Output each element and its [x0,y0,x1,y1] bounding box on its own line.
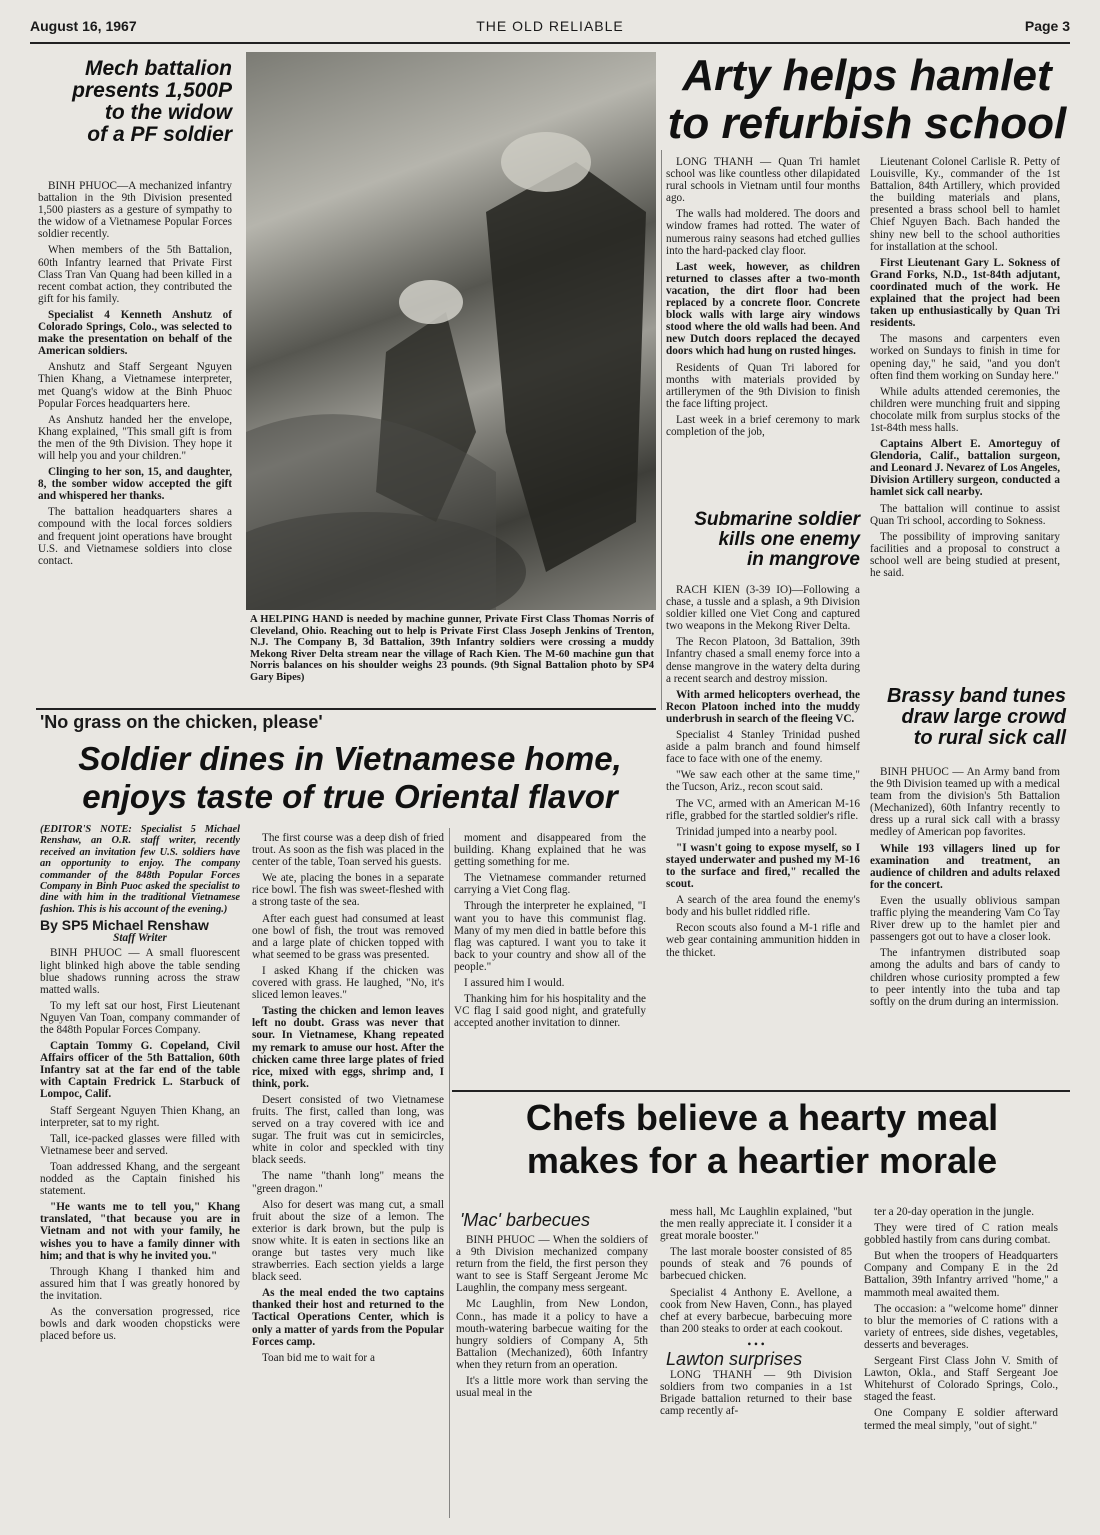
paragraph: A search of the area found the enemy's body and his bullet riddled rifle. [666,894,860,919]
arty-column-2 [870,156,1060,583]
submarine-headline-line: Submarine soldier [694,509,860,530]
soldier-kicker: 'No grass on the chicken, please' [40,712,323,732]
divider [36,708,656,710]
paragraph: We ate, placing the bones in a separate rice bowl. The fish was sweet-fleshed with a strong taste of the sea. [252,872,444,909]
mech-headline-line: to the widow [104,101,232,125]
chefs-subhead-mac: 'Mac' barbecues [460,1210,590,1230]
masthead [30,18,1070,44]
paragraph: "We saw each other at the same time," the Tucson, Ariz., recon scout said. [666,769,860,794]
submarine-headline-line: in mangrove [747,548,860,570]
paragraph: Specialist 4 Anthony E. Avellone, a cook from New Haven, Conn., has played chef at every barbecue, barbecuing more than 200 steaks to order at each cookout. [660,1286,852,1335]
paragraph: Captains Albert E. Amorteguy of Glendoria, Calif., battalion surgeon, and Leonard J. Nevarez of Los Angeles, Division Artillery surgeon, conducted a hamlet sick call nearby. [870,438,1060,499]
chefs-column-2 [660,1206,852,1422]
brassy-headline-line: to rural sick call [913,727,1066,749]
paragraph: BINH PHUOC — An Army band from the 9th Division teamed up with a medical team from the division's 5th Battalion (Mechanized), 60th Infantry recently to dress up a rural sick call with a brassy medley of American pop favorites. [870,766,1060,839]
paragraph: After each guest had consumed at least one bowl of fish, the trout was removed and a large plate of chicken topped with what seemed to be grass was presented. [252,912,444,961]
mech-headline-line: of a PF soldier [87,123,232,147]
news-photo [246,52,656,610]
paragraph: ter a 20-day operation in the jungle. [874,1206,1034,1218]
paragraph: Residents of Quan Tri labored for months with materials provided by artillerymen of the 9th Division to finish the face lifting project. [666,361,860,410]
column-rule [661,150,662,710]
paragraph: Anshutz and Staff Sergeant Nguyen Thien Khang, a Vietnamese interpreter, met Quang's widow at the Binh Phuoc Popular Forces headquarters here. [38,361,232,410]
paragraph: The masons and carpenters even worked on Sundays to finish in time for opening day," he said, "and you don't often find them working on Sunday here." [870,333,1060,382]
paragraph: Lieutenant Colonel Carlisle R. Petty of Louisville, Ky., commander of the 1st Battalion, 84th Artillery, which provided the building materials and plans, presented a brass school bell to hamlet Chief Nguyen Bach. Bach handed the shiny new bell to the school authorities for installation at the school. [870,156,1060,253]
brassy-headline [860,686,1066,749]
paragraph: Through the interpreter he explained, "I want you to have this communist flag. Many of my men died in battle before this flag was captured. I want you to take it back to your country and show all of the people." [454,900,646,973]
paragraph: As Anshutz handed her the envelope, Khang explained, "This small gift is from the men of the 9th Division. They hope it will help you and your children." [38,413,232,462]
paragraph: moment and disappeared from the building. Khang explained that he was getting something for me. [454,832,646,869]
arty-headline-line: to refurbish school [667,99,1067,149]
mech-headline-line: Mech battalion [84,57,232,80]
paragraph: Tasting the chicken and lemon leaves left no doubt. Grass was never that sour. In Vietnamese, Khang repeated my remark to amuse our host. After the chicken came three large plates of fried rice, mixed with eggs, shrimp and, I think, pork. [252,1005,444,1090]
paragraph: With armed helicopters overhead, the Recon Platoon inched into the muddy underbrush in search of the fleeing VC. [666,688,860,725]
arty-headline-line: Arty helps hamlet [682,51,1052,100]
paragraph: The name "thanh long" means the "green dragon." [252,1170,444,1195]
paragraph: Mc Laughlin, from New London, Conn., has made it a policy to have a mouth-watering barbecue waiting for the hungry soldiers of Company A, 5th Battalion (Mechanized), 60th Infantry when they return from an operation. [456,1298,648,1371]
brassy-headline-line: Brassy band tunes [887,685,1066,707]
column-rule [449,828,450,1518]
brassy-article-body [870,766,1060,1012]
paragraph: The last morale booster consisted of 85 pounds of steak and 76 pounds of barbecued chicken. [660,1246,852,1283]
section-dots: • • • [747,1338,765,1351]
paragraph: The battalion will continue to assist Quan Tri school, according to Sokness. [870,502,1060,527]
photo-credit: (9th Signal Battalion photo by SP4 Gary Bipes) [250,660,654,683]
paragraph: The battalion headquarters shares a compound with the local forces soldiers and frequent joint operations have brought U.S. and Vietnamese soldiers into close contact. [38,506,232,567]
mech-headline-line: presents 1,500P [72,79,232,103]
paragraph: While 193 villagers lined up for examination and treatment, an audience of children and adults relaxed for the concert. [870,842,1060,891]
paragraph: Also for desert was mang cut, a small fruit about the size of a lemon. The exterior is dark brown, but the pulp is snow white. It is eaten in sections like an orange but tastes very much like strawberries. Each section yields a large black seed. [252,1198,444,1284]
paragraph: BINH PHUOC—A mechanized infantry battalion in the 9th Division presented 1,500 piasters as a gesture of sympathy to the widow of a Vietnamese Popular Forces soldier recently. [38,180,232,241]
paper-title: THE OLD RELIABLE [476,18,624,34]
soldier-column-2 [252,832,444,1368]
paragraph: While adults attended ceremonies, the children were munching fruit and sipping chocolate milk from surplus stocks of the 1st-84th mess halls. [870,385,1060,434]
chefs-subhead-lawton: Lawton surprises [666,1349,803,1370]
soldier-headline-line: Soldier dines in Vietnamese home, [78,740,622,777]
paragraph: Sergeant First Class John V. Smith of Lawton, Okla., and Staff Sergeant Joe Whitehurst of Colorado Springs, Colo., staged the feast. [864,1355,1058,1404]
paragraph: "I wasn't going to expose myself, so I stayed underwater and pushed my M-16 to the surface and fired," recalled the scout. [666,841,860,891]
chefs-column-3 [864,1206,1058,1436]
paragraph: Clinging to her son, 15, and daughter, 8, the somber widow accepted the gift and whispered her thanks. [38,466,232,503]
divider [452,1090,1070,1092]
paragraph: The infantrymen distributed soap among the adults and bars of candy to children whose curiosity prompted a few to peer intently into the tuba and tap softly on the drum during an intermission. [870,947,1060,1008]
caption-text: A HELPING HAND is needed by machine gunner, Private First Class Thomas Norris of Cleveland, Ohio. Reaching out to help is Private First Class Joseph Jenkins of Trenton, N.J. The Company B, 3d Battalion, 39th Infantry soldiers were crossing a muddy Mekong River Delta stream near the village of Rach Kien. The M-60 machine gun that Norris balances on his shoulder weighs 23 pounds. [250,614,654,672]
paragraph: Last week in a brief ceremony to mark completion of the job, [666,413,860,438]
paragraph: Tall, ice-packed glasses were filled with Vietnamese beer and served. [40,1132,240,1157]
byline: By SP5 Michael Renshaw [40,917,209,934]
paragraph: Captain Tommy G. Copeland, Civil Affairs officer of the 5th Battalion, 60th Infantry sat at the far end of the table with Captain Fredrick L. Starbuck of Lompoc, Calif. [40,1040,240,1101]
chefs-column-1 [456,1234,648,1403]
paragraph: Thanking him for his hospitality and the VC flag I said good night, and gratefully accepted another invitation to dinner. [454,993,646,1030]
paragraph: To my left sat our host, First Lieutenant Nguyen Van Toan, company commander of the 848th Popular Forces Company. [40,999,240,1036]
paragraph: BINH PHUOC — A small fluorescent light blinked high above the table sending blue shadows running across the straw matted walls. [40,947,240,996]
paragraph: The VC, armed with an American M-16 rifle, grabbed for the startled soldier's rifle. [666,797,860,822]
paragraph: The possibility of improving sanitary facilities and a proposal to construct a school well are being studied at present, he said. [870,530,1060,579]
submarine-headline-line: kills one enemy [718,528,860,550]
chefs-headline [454,1096,1070,1182]
paragraph: LONG THANH — 9th Division soldiers from two companies in a 1st Brigade battalion returned to their base camp recently af- [660,1369,852,1418]
paragraph: First Lieutenant Gary L. Sokness of Grand Forks, N.D., 1st-84th adjutant, coordinated much of the work. He explained that the project had been taken up enthusiastically by Quan Tri residents. [870,256,1060,330]
submarine-headline [650,510,860,570]
paragraph: It's a little more work than serving the usual meal in the [456,1375,648,1400]
paragraph: RACH KIEN (3-39 IO)—Following a chase, a tussle and a splash, a 9th Division soldier killed one Viet Cong and captured two weapons in the Mekong River Delta. [666,584,860,633]
mech-headline [36,58,232,146]
soldier-column-1 [40,824,240,1346]
chefs-headline-line: Chefs believe a hearty meal [525,1097,999,1138]
issue-date: August 16, 1967 [30,18,137,34]
mech-article-body [38,180,232,571]
paragraph: Specialist 4 Kenneth Anshutz of Colorado Springs, Colo., was selected to make the presentation on behalf of the American soldiers. [38,308,232,358]
paragraph: One Company E soldier afterward termed the meal simply, "out of sight." [864,1407,1058,1432]
paragraph: The Vietnamese commander returned carrying a Viet Cong flag. [454,872,646,897]
paragraph: Desert consisted of two Vietnamese fruits. The first, called than long, was served on a tray covered with ice and sugar. The fruit was cut in semicircles, white in color and speckled with tiny black seeds. [252,1093,444,1167]
paragraph: The occasion: a "welcome home" dinner to blur the memories of C rations with a variety of entrees, side dishes, vegetables, desserts and beverages. [864,1302,1058,1351]
soldier-column-3 [454,832,646,1033]
paragraph: The first course was a deep dish of fried trout. As soon as the fish was placed in the center of the table, Toan served his guests. [252,832,444,869]
paragraph: Toan bid me to wait for a [262,1351,375,1364]
paragraph: BINH PHUOC — When the soldiers of a 9th Division mechanized company return from the field, the first person they want to see is Staff Sergeant Jerome Mc Laughlin, the company mess sergeant. [456,1234,648,1295]
paragraph: I assured him I would. [464,977,565,990]
paragraph: The walls had moldered. The doors and window frames had rotted. The water of numerous rainy seasons had etched gullies into the hard-packed clay floor. [666,208,860,257]
paragraph: "He wants me to tell you," Khang translated, "that because you are in Vietnam and not with your family, he wishes you to have a family dinner with him; and that is why he invited you." [40,1201,240,1262]
paragraph: But when the troopers of Headquarters Company and Company E in the 2d Battalion, 39th Infantry arrived "home," a mammoth meal awaited them. [864,1250,1058,1299]
paragraph: Through Khang I thanked him and assured him that I was greatly honored by the invitation. [40,1265,240,1302]
photo-illustration [246,52,656,610]
paragraph: LONG THANH — Quan Tri hamlet school was like countless other dilapidated rural schools in Vietnam until four months ago. [666,156,860,205]
arty-column-1 [666,156,860,442]
paragraph: As the meal ended the two captains thanked their host and returned to the Tactical Operations Center, which is only a matter of yards from the Popular Forces camp. [252,1287,444,1348]
paragraph: Last week, however, as children returned to classes after a two-month vacation, the dirt floor had been replaced by a concrete floor. Concrete block walls with large airy windows stood where the old walls had been. And new Dutch doors replaced the decayed doors which had hung on rusted hinges. [666,260,860,358]
paragraph: Trinidad jumped into a nearby pool. [676,825,838,838]
paragraph: Toan addressed Khang, and the sergeant nodded as the Captain finished his statement. [40,1160,240,1198]
paragraph: When members of the 5th Battalion, 60th Infantry learned that Private First Class Tran Van Quang had been killed in a recent combat action, they contributed the gift for his family. [38,244,232,305]
page-number: Page 3 [1024,18,1070,34]
chefs-headline-line: makes for a heartier morale [526,1140,998,1182]
byline-title: Staff Writer [113,932,167,945]
soldier-headline [40,740,660,816]
paragraph: Staff Sergeant Nguyen Thien Khang, an interpreter, sat to my right. [40,1104,240,1129]
paragraph: Even the usually oblivious sampan traffic plying the meandering Vam Co Tay River drew up to the hamlet pier and passengers got out to have a closer look. [870,894,1060,944]
photo-caption [250,614,654,684]
editors-note: (EDITOR'S NOTE: Specialist 5 Michael Renshaw, an O.R. staff writer, recently received an invitation few U.S. soldiers have an opportunity to enjoy. The company commander of the 848th Popular Forces Company in Binh Puoc asked the specialist to dine with him in the traditional Vietnamese fashion. This is his account of the evening.) [40,824,240,915]
paragraph: I asked Khang if the chicken was covered with grass. He laughed, "No, it's sliced lemon leaves." [252,964,444,1002]
paragraph: As the conversation progressed, rice bowls and dark wooden chopsticks were placed before us. [40,1305,240,1343]
soldier-headline-line: enjoys taste of true Oriental flavor [82,777,618,815]
submarine-article-body [666,584,860,963]
brassy-headline-line: draw large crowd [901,706,1066,728]
arty-headline [664,52,1070,149]
paragraph: Specialist 4 Stanley Trinidad pushed aside a palm branch and found himself face to face with one of the enemy. [666,729,860,766]
paragraph: Recon scouts also found a M-1 rifle and web gear containing ammunition hidden in the thicket. [666,922,860,959]
paragraph: They were tired of C ration meals gobbled hastily from cans during combat. [864,1222,1058,1247]
paragraph: mess hall, Mc Laughlin explained, "but the men really appreciate it. I consider it a great morale booster." [660,1206,852,1243]
paragraph: The Recon Platoon, 3d Battalion, 39th Infantry chased a small enemy force into a dense mangrove in the watery delta during a recent search and destroy mission. [666,636,860,685]
